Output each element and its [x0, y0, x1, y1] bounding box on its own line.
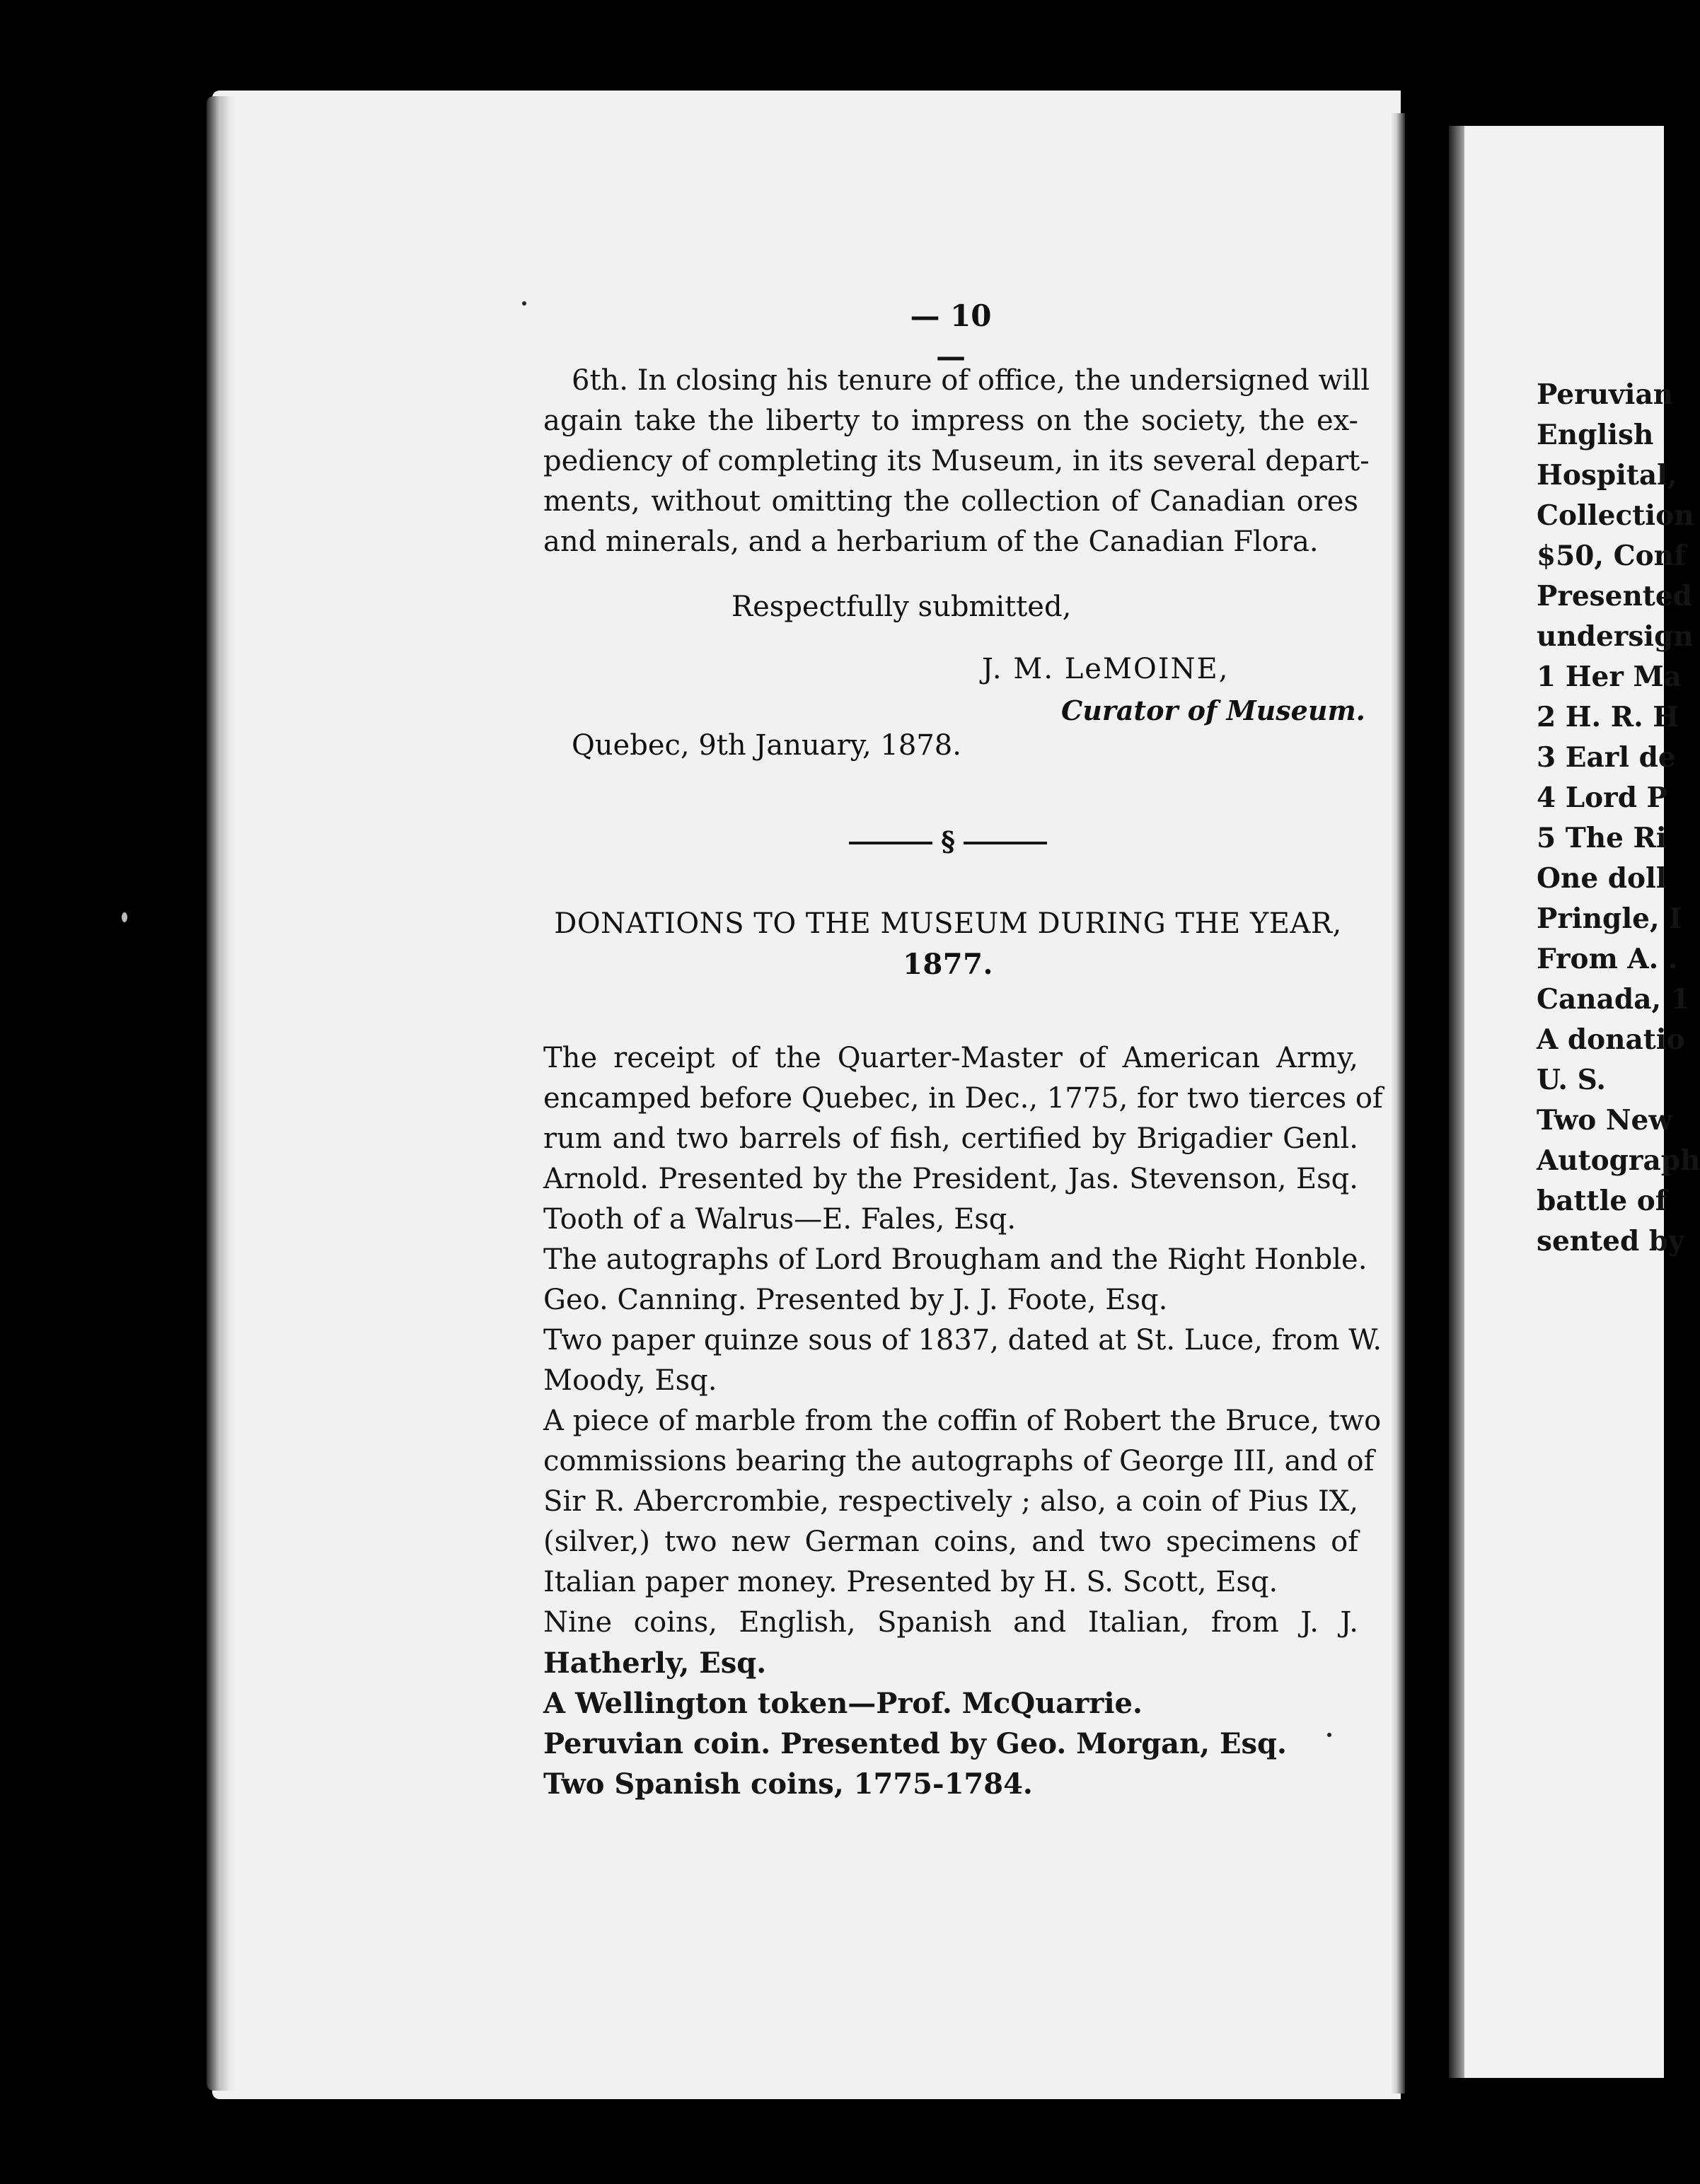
right-line: One doll	[1537, 862, 1667, 895]
page-number: — 10 —	[910, 298, 992, 373]
donation-line: A Wellington token—Prof. McQuarrie.	[543, 1687, 1143, 1720]
donation-line: Tooth of a Walrus—E. Fales, Esq.	[543, 1203, 1017, 1236]
donation-line: Two Spanish coins, 1775-1784.	[543, 1767, 1033, 1801]
right-line: Hospital,	[1537, 459, 1677, 492]
right-line: 2 H. R. H	[1537, 701, 1679, 733]
paragraph-line: again take the liberty to impress on the society, the ex-	[543, 405, 1358, 437]
paragraph-line: ments, without omitting the collection of Canadian ores	[543, 485, 1358, 518]
donation-line: encamped before Quebec, in Dec., 1775, for two tierces of	[543, 1082, 1383, 1115]
donation-line: Italian paper money. Presented by H. S. Scott, Esq.	[543, 1566, 1278, 1598]
right-line: English	[1537, 419, 1654, 451]
right-line: 5 The Ri	[1537, 822, 1667, 854]
right-line: Peruvian	[1537, 378, 1674, 411]
right-line: 1 Her Ma	[1537, 661, 1682, 693]
divider-rule	[849, 842, 932, 844]
right-line: 3 Earl de	[1537, 741, 1676, 774]
donation-line: Nine coins, English, Spanish and Italian, from J. J.	[543, 1606, 1358, 1639]
right-line: Presented	[1537, 580, 1692, 612]
scan-speck	[522, 301, 526, 306]
donations-list	[543, 1038, 1383, 1804]
donation-line: A piece of marble from the coffin of Robert the Bruce, two	[543, 1405, 1382, 1437]
heading-year: 1877.	[903, 948, 993, 981]
right-line: $50, Conf	[1537, 540, 1686, 572]
signer-title: Curator of Museum.	[1061, 695, 1365, 726]
scan-speck	[1327, 1733, 1331, 1737]
section-heading	[538, 904, 1358, 984]
right-line: 4 Lord P	[1537, 782, 1667, 814]
heading-line: DONATIONS TO THE MUSEUM DURING THE YEAR,	[554, 907, 1342, 940]
paragraph-line: 6th. In closing his tenure of office, the undersigned will	[572, 364, 1370, 397]
right-line: Canada, 1	[1537, 983, 1690, 1016]
paragraph-line: and minerals, and a herbarium of the Canadian Flora.	[543, 525, 1319, 558]
right-line: sented by	[1537, 1225, 1684, 1257]
right-line: Pringle, I	[1537, 902, 1682, 935]
right-line: undersign	[1537, 620, 1694, 653]
donation-line: Two paper quinze sous of 1837, dated at St. Luce, from W.	[543, 1324, 1382, 1357]
donation-line: commissions bearing the autographs of George III, and of	[543, 1445, 1375, 1477]
donation-line: Sir R. Abercrombie, respectively ; also, a coin of Pius IX,	[543, 1485, 1358, 1518]
signer-name: J. M. LeMOINE,	[982, 653, 1230, 685]
donation-line: (silver,) two new German coins, and two specimens of	[543, 1526, 1358, 1558]
left-page-edge-shadow	[1391, 113, 1405, 2093]
right-line: From A. .	[1537, 943, 1678, 975]
donation-line: The autographs of Lord Brougham and the Right Honble.	[543, 1243, 1367, 1276]
dateline: Quebec, 9th January, 1878.	[572, 729, 961, 762]
intro-paragraph	[543, 361, 1370, 562]
right-line: Autograph	[1537, 1144, 1700, 1177]
donation-line: Hatherly, Esq.	[543, 1646, 767, 1680]
donation-line: The receipt of the Quarter-Master of American Army,	[543, 1042, 1358, 1074]
right-line: battle of	[1537, 1185, 1667, 1217]
right-line: U. S.	[1537, 1064, 1606, 1096]
right-line: A donatio	[1537, 1023, 1685, 1056]
paragraph-line: pediency of completing its Museum, in its several depart-	[543, 445, 1370, 477]
scan-speck	[122, 912, 127, 922]
left-page-binding-shadow	[207, 96, 238, 2091]
closing-text: Respectfully submitted,	[732, 591, 1072, 623]
right-line: Two New	[1537, 1104, 1672, 1137]
divider-rule	[964, 842, 1047, 844]
donation-line: Peruvian coin. Presented by Geo. Morgan, Esq.	[543, 1727, 1287, 1760]
donation-line: Moody, Esq.	[543, 1364, 717, 1397]
section-divider	[849, 820, 1047, 863]
donation-line: rum and two barrels of fish, certified by Brigadier Genl.	[543, 1122, 1358, 1155]
divider-symbol: §	[941, 825, 955, 857]
right-line: Collection	[1537, 499, 1694, 532]
donation-line: Arnold. Presented by the President, Jas. Stevenson, Esq.	[543, 1163, 1358, 1195]
donation-line: Geo. Canning. Presented by J. J. Foote, Esq.	[543, 1284, 1168, 1316]
right-page-text	[1537, 375, 1700, 1262]
